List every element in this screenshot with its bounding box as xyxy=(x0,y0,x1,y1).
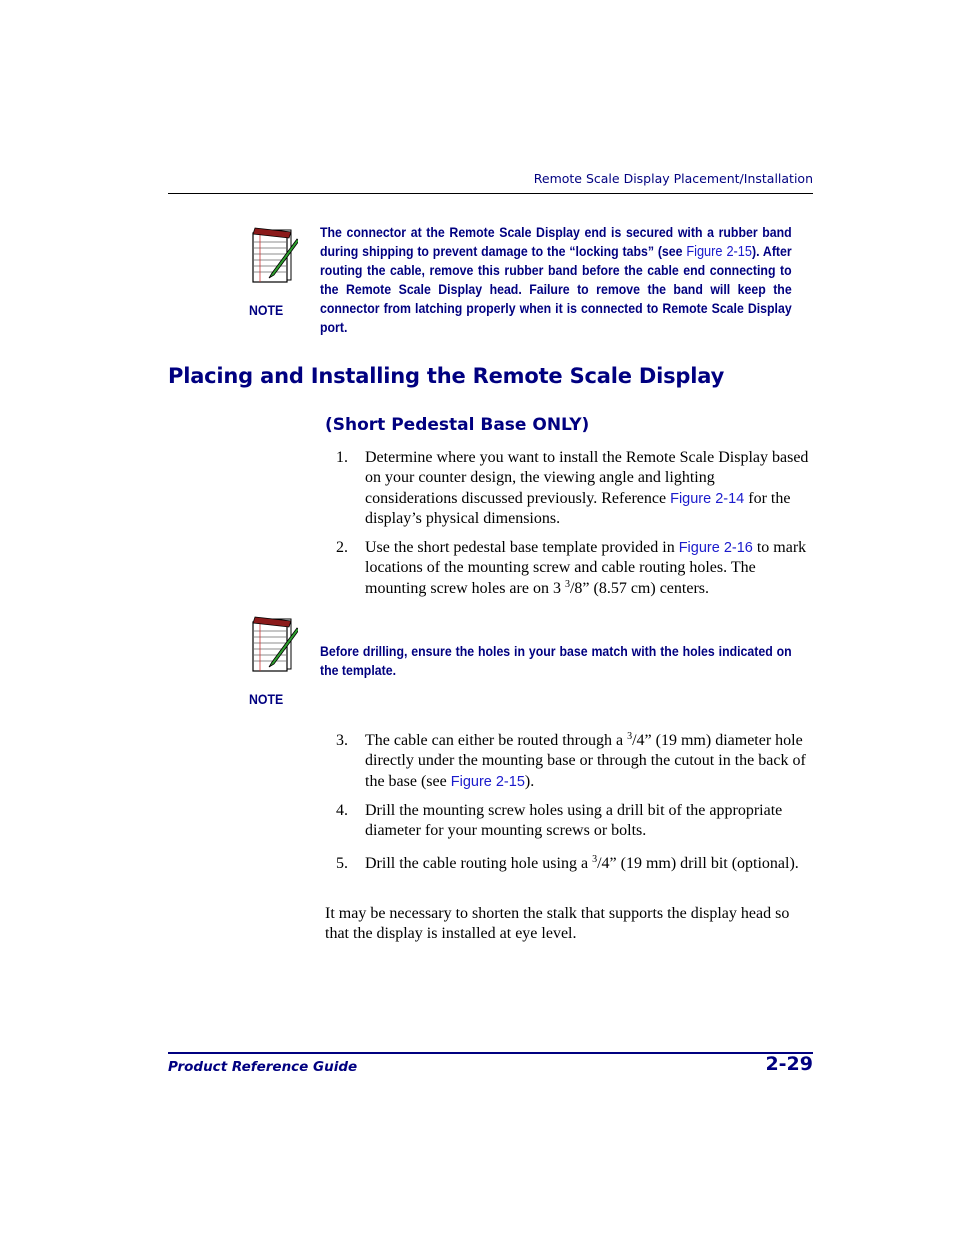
list-item-number: 1. xyxy=(336,449,348,466)
figure-link[interactable]: Figure 2-15 xyxy=(450,773,525,790)
figure-link[interactable]: Figure 2-16 xyxy=(678,540,753,556)
note-label: NOTE xyxy=(249,302,284,318)
list-item-text: Drill the mounting screw holes using a drill bit of the appropriate diameter for your mounting screws or bolts. xyxy=(365,802,783,840)
page-number: 2-29 xyxy=(765,1053,813,1075)
body-paragraph: It may be necessary to shorten the stalk that supports the display head so that the display is installed at eye level. xyxy=(325,905,790,943)
figure-link[interactable]: Figure 2-14 xyxy=(670,490,745,507)
footer-guide-title: Product Reference Guide xyxy=(168,1059,358,1075)
list-item-text: Drill the cable routing hole using a $^3$/4” (19 mm) drill bit (optional). xyxy=(365,854,799,872)
subsection-title: (Short Pedestal Base ONLY) xyxy=(325,415,590,435)
list-item-number: 4. xyxy=(336,802,348,819)
header-rule xyxy=(168,193,813,194)
section-title: Placing and Installing the Remote Scale Display xyxy=(168,364,725,388)
footer-rule xyxy=(168,1052,813,1054)
note-label: NOTE xyxy=(249,691,284,707)
note-text: The connector at the Remote Scale Display end is secured with a rubber band during shipping to prevent damage to the “locking tabs” (see Figure 2-15). After routing the cable, remove this rubber band before the cable end connecting to the Remote Scale Display head. Failure to remove the band will keep the connector from latching properly when it is connected to Remote Scale Display port. xyxy=(320,224,792,335)
running-header: Remote Scale Display Placement/Installation xyxy=(533,171,813,186)
list-item-number: 5. xyxy=(336,855,348,872)
list-item-text: Use the short pedestal base template provided in Figure 2-16 to mark locations of the mounting screw and cable routing holes. The mounting screw holes are on 3 $^3$/8” (8.57 cm) centers. xyxy=(365,539,807,597)
notepad-with-pen-icon xyxy=(248,615,298,673)
list-item-number: 3. xyxy=(336,732,348,749)
notepad-with-pen-icon xyxy=(248,226,298,284)
note-text: Before drilling, ensure the holes in your base match with the holes indicated on the template. xyxy=(320,643,792,678)
figure-link[interactable]: Figure 2-15 xyxy=(686,243,753,260)
list-item-text: The cable can either be routed through a $^3$/4” (19 mm) diameter hole directly under the mounting base or through the cutout in the back of the base (see Figure 2-15). xyxy=(365,731,806,790)
list-item-number: 2. xyxy=(336,539,348,556)
list-item-text: Determine where you want to install the Remote Scale Display based on your counter design, the viewing angle and lighting considerations discussed previously. Reference Figure 2-14 for the display’s physical dimensions. xyxy=(365,449,809,527)
